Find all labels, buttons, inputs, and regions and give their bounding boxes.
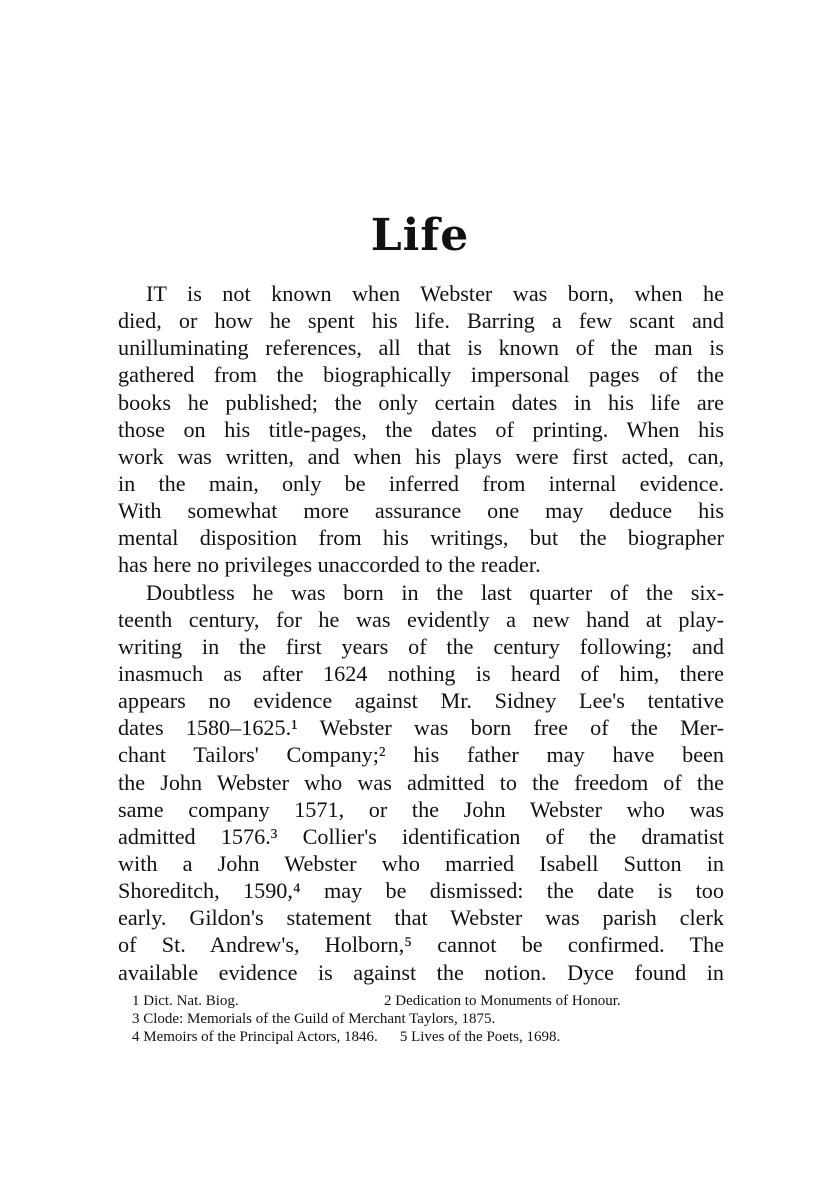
footnote: 4 Memoirs of the Principal Actors, 1846. xyxy=(132,1029,378,1045)
text-line: Doubtless he was born in the last quarter of the six- xyxy=(146,579,724,605)
text-line: admitted 1576.³ Collier's identification of the dramatist xyxy=(118,823,724,849)
text-line: dates 1580–1625.¹ Webster was born free of the Mer- xyxy=(118,715,724,741)
text-line: books he published; the only certain dates in his life are xyxy=(118,389,724,415)
text-line: gathered from the biographically impersonal pages of the xyxy=(118,362,724,388)
text-line: early. Gildon's statement that Webster was parish clerk xyxy=(118,905,724,931)
text-line: has here no privileges unaccorded to the reader. xyxy=(118,552,541,578)
footnotes xyxy=(132,992,722,1046)
text-line: inasmuch as after 1624 nothing is heard of him, there xyxy=(118,660,724,686)
text-line: With somewhat more assurance one may deduce his xyxy=(118,498,724,524)
text-line: the John Webster who was admitted to the freedom of the xyxy=(118,769,724,795)
body-text xyxy=(118,280,724,986)
text-line: appears no evidence against Mr. Sidney Lee's tentative xyxy=(118,688,724,714)
text-line: available evidence is against the notion. Dyce found in xyxy=(118,959,724,985)
text-line: in the main, only be inferred from internal evidence. xyxy=(118,470,724,496)
text-line: IT is not known when Webster was born, when he xyxy=(146,281,724,306)
footnote: 2 Dedication to Monuments of Honour. xyxy=(384,993,621,1009)
footnote: 3 Clode: Memorials of the Guild of Merchant Taylors, 1875. xyxy=(132,1011,496,1027)
text-line: Shoreditch, 1590,⁴ may be dismissed: the date is too xyxy=(118,878,724,904)
text-line: unilluminating references, all that is known of the man is xyxy=(118,335,724,361)
text-line: of St. Andrew's, Holborn,⁵ cannot be confirmed. The xyxy=(118,932,724,958)
text-line: work was written, and when his plays were first acted, can, xyxy=(118,443,724,469)
text-line: teenth century, for he was evidently a new hand at play- xyxy=(118,606,724,632)
footnote-row xyxy=(132,1028,722,1046)
paragraph xyxy=(118,579,724,986)
text-line: died, or how he spent his life. Barring a few scant and xyxy=(118,308,724,334)
paragraph xyxy=(118,280,724,579)
text-line: those on his title-pages, the dates of printing. When his xyxy=(118,416,724,442)
footnote-row xyxy=(132,992,722,1010)
text-line: mental disposition from his writings, but the biographer xyxy=(118,525,724,551)
footnote-row xyxy=(132,1010,722,1028)
page-title: Life xyxy=(370,210,470,261)
text-line: writing in the first years of the century following; and xyxy=(118,633,724,659)
text-line: chant Tailors' Company;² his father may have been xyxy=(118,742,724,768)
text-line: same company 1571, or the John Webster who was xyxy=(118,796,724,822)
footnote: 5 Lives of the Poets, 1698. xyxy=(399,1029,561,1045)
footnote: 1 Dict. Nat. Biog. xyxy=(132,993,239,1009)
text-line: with a John Webster who married Isabell Sutton in xyxy=(118,850,724,876)
